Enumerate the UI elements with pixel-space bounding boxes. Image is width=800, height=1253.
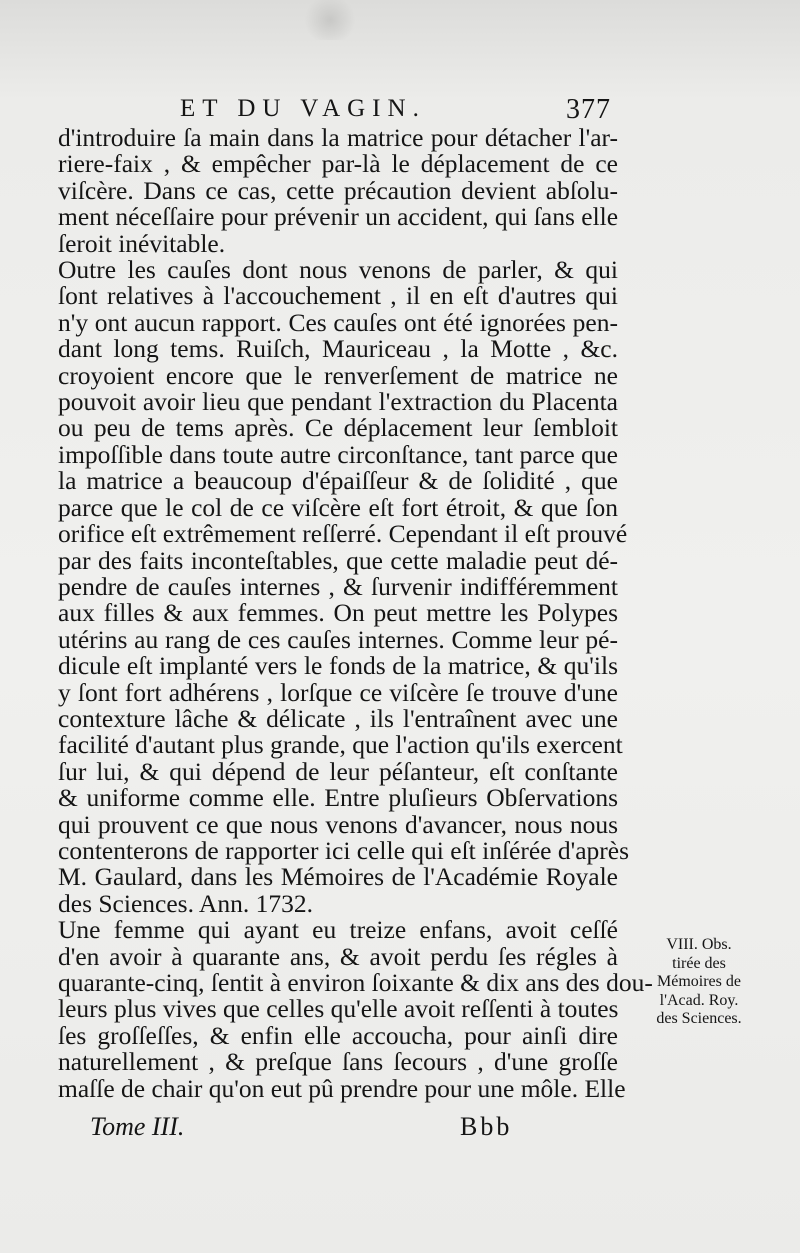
text-line: parce que le col de ce viſcère eſt fort étroit, & que ſon <box>58 492 618 522</box>
gathering-signature: Bbb <box>460 1112 513 1141</box>
text-line: ou peu de tems après. Ce déplacement leur ſembloit <box>58 413 618 443</box>
margin-note-line: VIII. Obs. <box>666 936 732 953</box>
text-line: contenterons de rapporter ici celle qui eſt inſérée d'après <box>58 835 629 865</box>
margin-note-line: tirée des <box>672 954 726 972</box>
text-line: & uniforme comme elle. Entre pluſieurs Obſervations <box>58 783 618 813</box>
text-line: dant long tems. Ruiſch, Mauriceau , la Motte , &c. <box>58 334 618 364</box>
text-line: ſont relatives à l'accouchement , il en eſt d'autres qui <box>58 281 618 311</box>
page-header <box>0 95 800 125</box>
text-line: des Sciences. Ann. 1732. <box>58 888 313 918</box>
text-line: ſes groſſeſſes, & enfin elle accoucha, pour ainſi dire <box>58 1020 618 1050</box>
text-line: y ſont fort adhérens , lorſque ce viſcère ſe trouve d'une <box>58 677 618 707</box>
main-text <box>58 123 653 1103</box>
text-line: n'y ont aucun rapport. Ces cauſes ont été ignorées pen- <box>58 307 618 337</box>
text-line: impoſſible dans toute autre circonſtance, tant parce que <box>58 439 618 469</box>
volume-signature: Tome III. <box>90 1112 185 1141</box>
text-line: ſeroit inévitable. <box>58 228 226 258</box>
text-line: M. Gaulard, dans les Mémoires de l'Académie Royale <box>58 862 618 892</box>
text-line: qui prouvent ce que nous venons d'avancer, nous nous <box>58 809 618 839</box>
text-line: dicule eſt implanté vers le fonds de la matrice, & qu'ils <box>58 651 618 681</box>
margin-note-line: Mémoires de <box>657 973 741 990</box>
running-title: ET DU VAGIN. <box>180 95 426 122</box>
text-line: pendre de cauſes internes , & ſurvenir indifféremment <box>58 571 618 601</box>
text-line: facilité d'autant plus grande, que l'action qu'ils exercent <box>58 730 623 760</box>
text-line: par des faits inconteſtables, que cette maladie peut dé- <box>58 545 618 575</box>
paragraph-2 <box>58 255 629 918</box>
margin-note-line: des Sciences. <box>656 1010 742 1027</box>
page-footer <box>0 1112 800 1146</box>
paragraph-1 <box>58 125 618 257</box>
text-line: orifice eſt extrêmement reſſerré. Cependant il eſt prouvé <box>58 519 628 549</box>
text-line: Outre les cauſes dont nous venons de parler, & qui <box>58 255 618 285</box>
text-line: pouvoit avoir lieu que pendant l'extraction du Placenta <box>58 387 618 417</box>
text-line: viſcère. Dans ce cas, cette précaution devient abſolu- <box>58 175 618 205</box>
text-line: ment néceſſaire pour prévenir un accident, qui ſans elle <box>58 202 619 232</box>
text-line: naturellement , & preſque ſans ſecours , d'une groſſe <box>58 1047 618 1077</box>
text-line: maſſe de chair qu'on eut pû prendre pour une môle. Elle <box>58 1073 626 1103</box>
text-line: d'introduire ſa main dans la matrice pour détacher l'ar- <box>58 123 618 152</box>
paper-smudge <box>300 0 360 40</box>
text-line: aux filles & aux femmes. On peut mettre les Polypes <box>58 598 618 628</box>
text-line: quarante-cinq, ſentit à environ ſoixante & dix ans des dou- <box>58 968 653 997</box>
margin-note-line: l'Acad. Roy. <box>659 991 739 1009</box>
paragraph-3 <box>58 915 653 1103</box>
margin-note <box>624 936 774 1029</box>
text-line: la matrice a beaucoup d'épaiſſeur & de ſolidité , que <box>58 466 618 496</box>
text-line: riere-faix , & empêcher par-là le déplacement de ce <box>58 149 618 179</box>
text-line: croyoient encore que le renverſement de matrice ne <box>58 360 618 390</box>
text-line: leurs plus vives que celles qu'elle avoit reſſenti à toutes <box>58 994 619 1024</box>
text-line: d'en avoir à quarante ans, & avoit perdu ſes régles à <box>58 941 618 971</box>
text-line: Une femme qui ayant eu treize enfans, avoit ceſſé <box>58 915 618 945</box>
page-number: 377 <box>566 94 611 125</box>
text-line: ſur lui, & qui dépend de leur péſanteur, eſt conſtante <box>58 756 618 786</box>
text-line: utérins au rang de ces cauſes internes. Comme leur pé- <box>58 624 618 654</box>
text-line: contexture lâche & délicate , ils l'entraînent avec une <box>58 703 618 733</box>
